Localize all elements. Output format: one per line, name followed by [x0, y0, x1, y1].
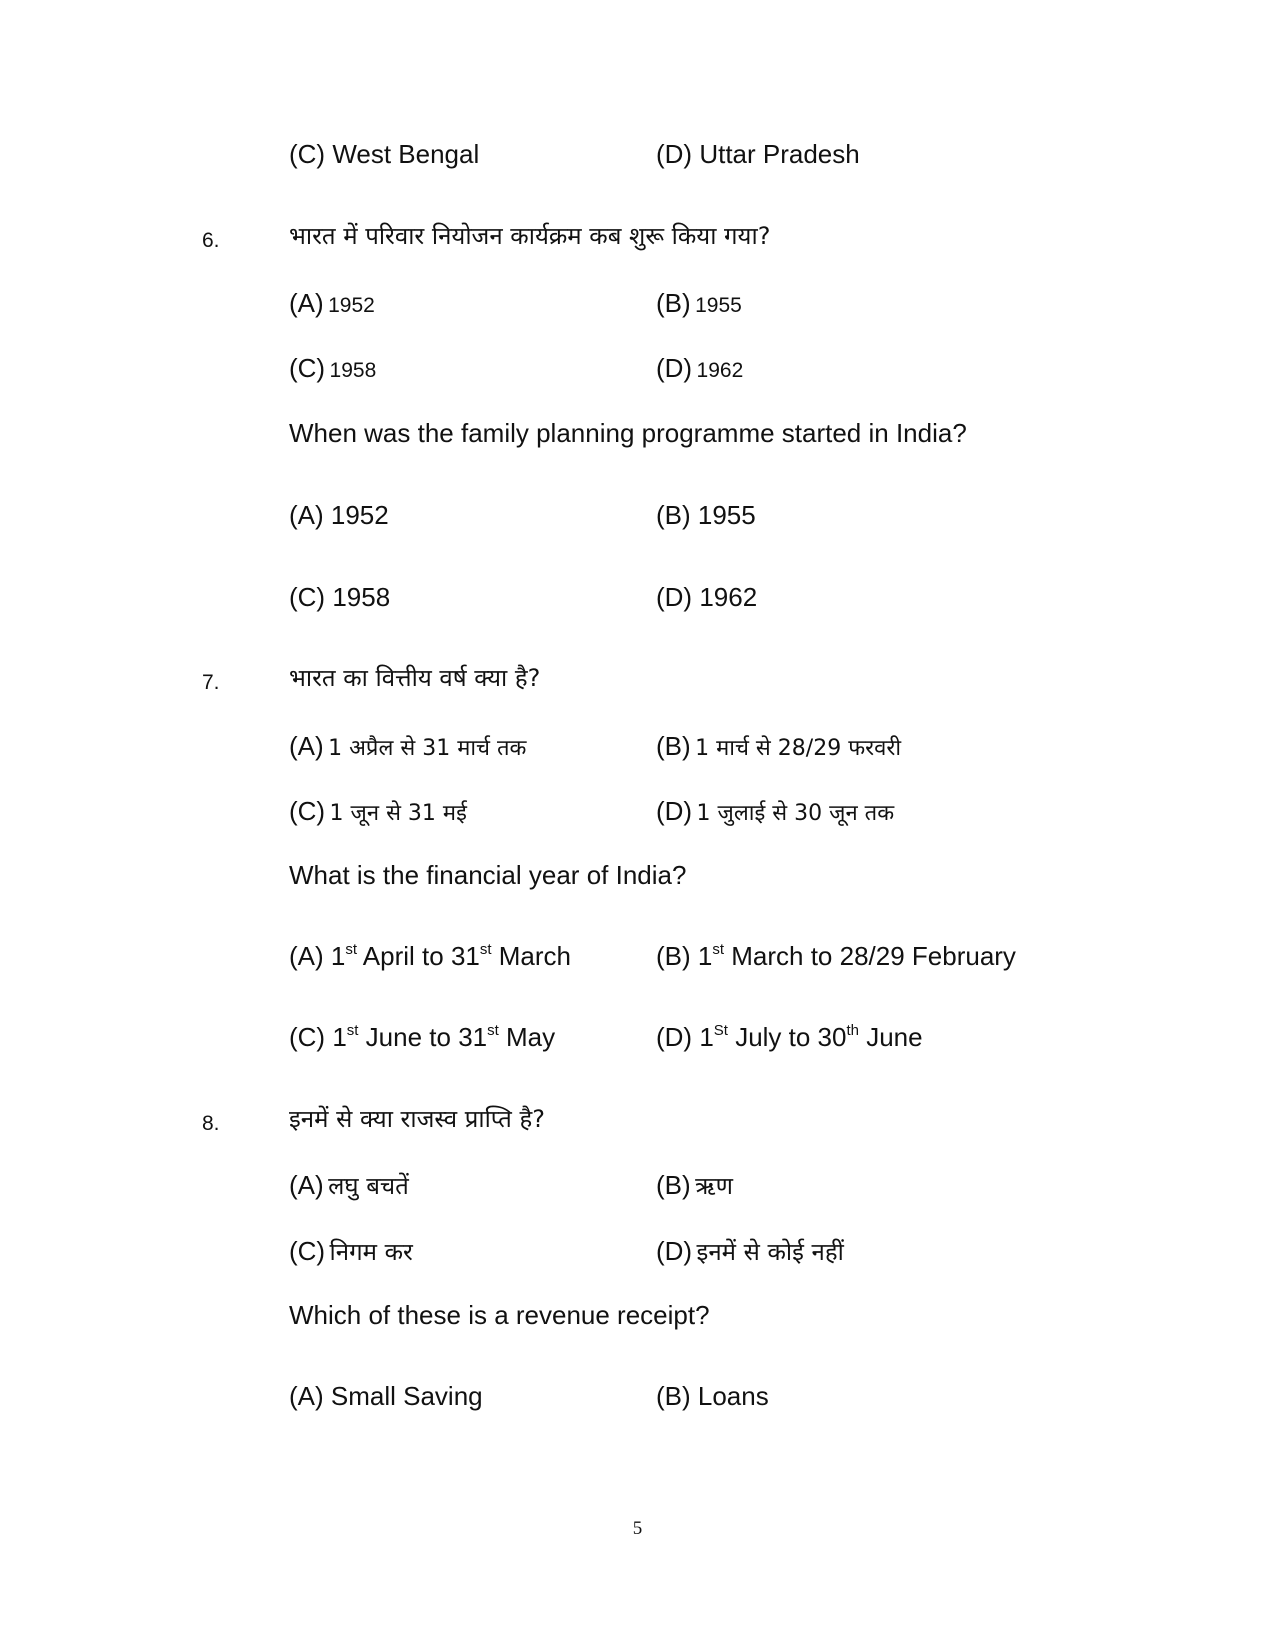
option-label: (D)	[656, 353, 693, 383]
ordinal-suffix: th	[846, 1022, 859, 1039]
text-part: (C) 1	[289, 1022, 347, 1052]
option-value: लघु बचतें	[328, 1172, 409, 1200]
ordinal-suffix: st	[479, 941, 492, 958]
q6-english-option-c: (C) 1958	[289, 582, 391, 612]
q8-hindi-option-d	[656, 1238, 844, 1264]
option-value: निगम कर	[329, 1238, 413, 1266]
q7-hindi-option-d	[656, 798, 894, 825]
option-label: (A)	[289, 288, 324, 318]
q6-hindi-option-c	[289, 355, 376, 381]
option-label: (C)	[289, 796, 326, 826]
q6-english-option-d: (D) 1962	[656, 582, 758, 612]
option-value: 1 अप्रैल से 31 मार्च तक	[328, 736, 527, 761]
question-6-number: 6.	[202, 229, 220, 252]
q7-english-option-c	[289, 1024, 555, 1050]
option-label: (C)	[289, 1236, 326, 1266]
option-value: 1955	[695, 294, 742, 317]
question-7-number: 7.	[202, 671, 220, 694]
q8-english-option-b: (B) Loans	[656, 1381, 769, 1411]
option-label: (D)	[656, 1236, 693, 1266]
ordinal-suffix: st	[712, 941, 725, 958]
text-part: March	[491, 941, 572, 971]
option-label: (B)	[656, 731, 691, 761]
text-part: (A) 1	[289, 941, 346, 971]
question-6-hindi: भारत में परिवार नियोजन कार्यक्रम कब शुरू किया गया?	[289, 222, 771, 250]
q6-hindi-option-d	[656, 355, 743, 381]
question-6-english: When was the family planning programme started in India?	[289, 418, 967, 448]
option-d-uttar-pradesh: (D) Uttar Pradesh	[656, 139, 860, 169]
text-part: March to 28/29 February	[724, 941, 1016, 971]
page-number: 5	[632, 1518, 643, 1539]
option-value: ऋण	[695, 1172, 733, 1200]
option-c-west-bengal: (C) West Bengal	[289, 139, 480, 169]
option-value: 1962	[696, 359, 744, 382]
q8-hindi-option-c	[289, 1238, 413, 1264]
text-part: June to 31	[358, 1022, 488, 1052]
option-value: 1958	[329, 359, 377, 382]
q6-hindi-option-a	[289, 290, 375, 316]
option-label: (C)	[289, 353, 326, 383]
q8-hindi-option-a	[289, 1172, 409, 1198]
option-value: 1 जून से 31 मई	[329, 801, 467, 826]
option-label: (A)	[289, 1170, 324, 1200]
option-value: 1 मार्च से 28/29 फरवरी	[695, 736, 902, 761]
option-label: (B)	[656, 288, 691, 318]
ordinal-suffix: st	[487, 1022, 499, 1039]
question-7-hindi: भारत का वित्तीय वर्ष क्या है?	[289, 664, 541, 692]
q7-english-option-a	[289, 943, 571, 969]
ordinal-suffix: st	[346, 1022, 359, 1039]
text-part: (D) 1	[656, 1022, 714, 1052]
q7-english-option-b	[656, 943, 1016, 969]
text-part: June	[859, 1022, 923, 1052]
text-part: July to 30	[727, 1022, 847, 1052]
q6-hindi-option-b	[656, 290, 742, 316]
q7-hindi-option-c	[289, 798, 467, 825]
option-label: (B)	[656, 1170, 691, 1200]
option-value: 1952	[328, 294, 375, 317]
ordinal-suffix: st	[345, 941, 358, 958]
option-label: (D)	[656, 796, 693, 826]
q7-hindi-option-a	[289, 733, 526, 760]
text-part: (B) 1	[656, 941, 713, 971]
q7-english-option-d	[656, 1024, 923, 1050]
q6-english-option-b: (B) 1955	[656, 500, 756, 530]
question-8-hindi: इनमें से क्या राजस्व प्राप्ति है?	[289, 1105, 545, 1133]
q6-english-option-a: (A) 1952	[289, 500, 389, 530]
question-8-english: Which of these is a revenue receipt?	[289, 1300, 710, 1330]
question-8-number: 8.	[202, 1112, 220, 1135]
q8-english-option-a: (A) Small Saving	[289, 1381, 483, 1411]
q8-hindi-option-b	[656, 1172, 733, 1198]
text-part: May	[498, 1022, 556, 1052]
option-value: 1 जुलाई से 30 जून तक	[696, 801, 895, 826]
ordinal-suffix: St	[713, 1022, 728, 1039]
option-value: इनमें से कोई नहीं	[696, 1238, 844, 1266]
option-label: (A)	[289, 731, 324, 761]
q7-hindi-option-b	[656, 733, 901, 760]
text-part: April to 31	[357, 941, 480, 971]
question-7-english: What is the financial year of India?	[289, 860, 687, 890]
